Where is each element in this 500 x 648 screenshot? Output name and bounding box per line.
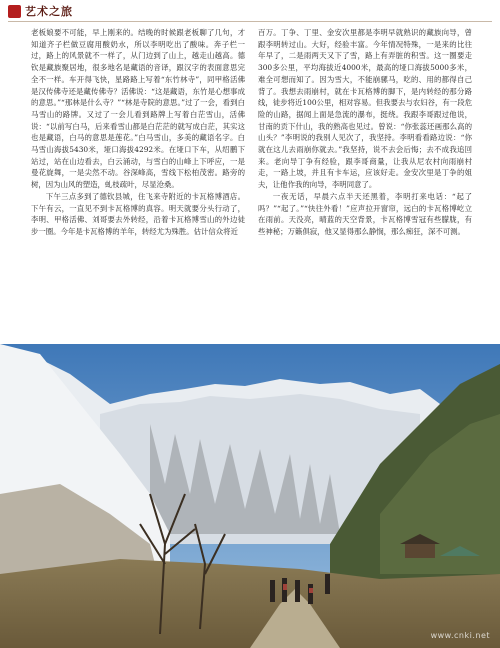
article-paragraph: 下午三点多到了德钦县城，住飞来寺附近的卡瓦格博酒店。下午有云，一直见不到卡瓦格博的真容。明天就要分头行动了，李明、甲格活佛、刘哥要去外转经，沿着卡瓦格博雪山的外边徒步一圈。今年是卡瓦格博的羊年，转经尤为殊胜。估计信众将近 [31,191,245,236]
article-column-left [31,27,245,238]
article-paragraph: 老板娘要不可能，早上刚来的。结晚的时候跟老板聊了几句，才知道齐子栏做豆腐用酸奶水，所以李明吃出了酸味。奔子栏一过，路上的风景就不一样了，从门边到了山上，越走山越高。德钦是藏族聚居地，很多地名是藏语的音译，跟汉字的表面意思完全不一样。车开得飞快，星路路上写着“东竹林寺”，同甲格活佛是汉传佛寺还是藏传佛寺？活佛说：“这是藏语，东竹是心想事成的意思。”“那林是什么寺？”“林是寺院的意思。”过了一会，看到白马雪山的路牌。又过了一会儿看到路牌上写着白茫雪山，活佛说：“以前写白马，后来看雪山都是白茫茫的就写成白茫，其实这也是藏语，白马的意思是莲花。”白马雪山，多美的藏语名字。白马雪山海拔5430米，垭口海拔4292米。在垭口下车，从绍鹏下站过，站在山边看去，白云涌动，与雪白的山峰上下呼应，一是曼花旋舞，一是尖然不动。谷深峰高，雪线下松柏茂密。路旁的树，因为山风的塑造，虬枝疏叶，尽显沧桑。 [31,28,245,190]
article-paragraph: 百万。丁争、丁里、金安次里都是李明早就熟识的藏族向导，曾跟李明转过山。大好，经验丰富。今年情况特殊，一是来的比往年早了，二是雨两天又下了雪，路上有弄脏的积雪。这一圈要走300多公里，平均海拔近4000米，最高的垭口海拔5000多米，难全可想而知了。因为雪大，不能崩骡马，吃的、用的都得自己背了。我想去雨崩村，就在卡瓦格博的脚下，是内转经的那分路线，徒步将近100公里，相对容易。但我要去与农妇谷，有一段危险的山路，据闻上面是急流的瀑布，挺绕。我跟李哥跟过他说，甘南的贡下什山，我的熟高也见过。曾说：“你张蕊还画那么高的山头？”李明说的我别人见次了，我坚持。李明看看路边说：“你就在这儿去雨崩你就去。”我坚持，说不去会后悔；去不成我追回来。老向导丁争有经验，跟李哥商量，让我从尼农村向雨崩村走，一路上坡，并且有卡车运，应该好走。金安次里是丁争的姐夫，让他作我的向导，李明同意了。 [258,28,472,190]
photo-watermark: www.cnki.net [430,631,490,640]
section-title: 艺术之旅 [25,5,73,18]
article-paragraph: 一夜无话，早晨六点半天还黑着，李明打来电话：“起了吗？”“起了。”“快往外看！”应声拉开窗帘，远白的卡瓦格博屹立在雨前。天没亮，晴蓝的天空背景，卡瓦格博雪冠有些朦胧，有些神秘；万籁俱寂，他又显得那么静悯，那么痴狂，深不可测。 [258,191,472,236]
mountain-landscape-photo-icon [0,344,500,648]
article-column-right [258,27,472,238]
section-mark-icon [8,5,21,18]
mountain-photo [0,344,500,648]
header-divider [8,21,492,22]
page-header [0,0,500,26]
